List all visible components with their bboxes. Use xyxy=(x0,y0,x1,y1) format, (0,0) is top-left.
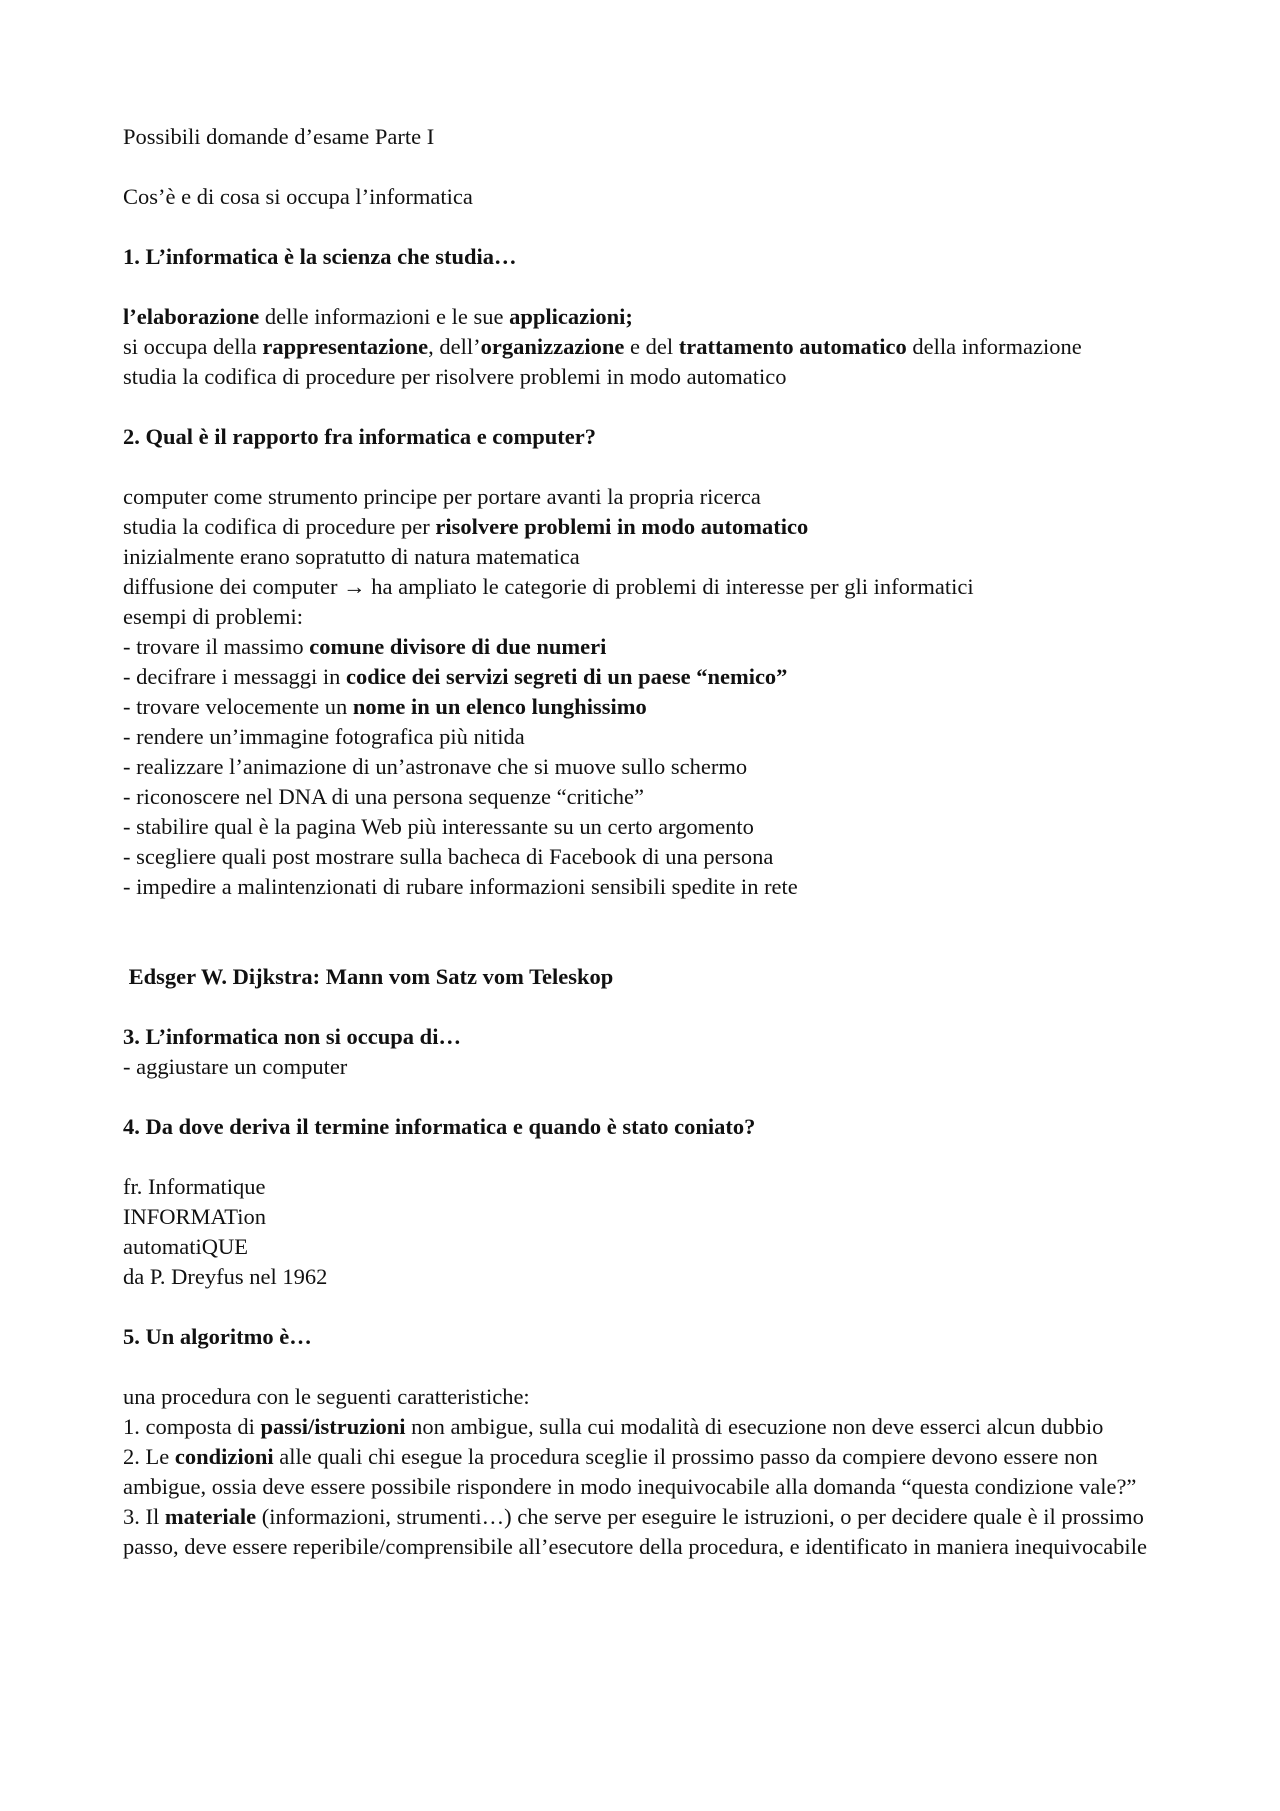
text-run: si occupa della xyxy=(123,334,263,359)
spacer xyxy=(123,212,1183,242)
bold-term: applicazioni; xyxy=(509,304,633,329)
bold-term: materiale xyxy=(164,1504,257,1529)
question-5 xyxy=(123,1322,1183,1352)
example-item xyxy=(123,632,1183,662)
document-page xyxy=(123,122,1183,1562)
quote-heading-text: Edsger W. Dijkstra: Mann vom Satz vom Teleskop xyxy=(123,964,614,989)
section-heading: Cos’è e di cosa si occupa l’informatica xyxy=(123,184,473,209)
example-item xyxy=(123,662,1183,692)
answer-4-line: INFORMATion xyxy=(123,1204,266,1229)
bold-term: rappresentazione xyxy=(262,334,429,359)
spacer xyxy=(123,1082,1183,1112)
spacer xyxy=(123,272,1183,302)
answer-4-line: fr. Informatique xyxy=(123,1174,266,1199)
answer-2-line: diffusione dei computer → ha ampliato le categorie di problemi di interesse per gli informatici xyxy=(123,574,974,599)
bold-term: risolvere problemi in modo automatico xyxy=(435,514,809,539)
spacer xyxy=(123,992,1183,1022)
answer-1-line-3: studia la codifica di procedure per risolvere problemi in modo automatico xyxy=(123,364,787,389)
question-1 xyxy=(123,242,1183,272)
spacer xyxy=(123,1142,1183,1172)
bold-term: nome in un elenco lunghissimo xyxy=(352,694,647,719)
bold-term: comune divisore di due numeri xyxy=(309,634,607,659)
example-item: - riconoscere nel DNA di una persona sequenze “critiche” xyxy=(123,784,645,809)
question-3 xyxy=(123,1022,1183,1052)
bold-term: trattamento automatico xyxy=(678,334,907,359)
text-run: studia la codifica di procedure per xyxy=(123,514,436,539)
answer-1-line-1 xyxy=(123,302,1183,332)
answer-3-line: - aggiustare un computer xyxy=(123,1054,348,1079)
question-2-text: 2. Qual è il rapporto fra informatica e computer? xyxy=(123,424,597,449)
spacer xyxy=(123,152,1183,182)
text-run: - trovare il massimo xyxy=(123,634,310,659)
answer-2-line: computer come strumento principe per portare avanti la propria ricerca xyxy=(123,484,761,509)
answer-1-line-2 xyxy=(123,332,1183,362)
text-run: - decifrare i messaggi in xyxy=(123,664,347,689)
text-run: alle quali chi esegue la procedura sceglie il prossimo passo da compiere devono essere non ambigue, ossia deve essere possibile rispondere in modo inequivocabile alla domanda “questa condizione vale?” xyxy=(123,1444,1137,1499)
bold-term: passi/istruzioni xyxy=(260,1414,406,1439)
answer-4-line: automatiQUE xyxy=(123,1234,248,1259)
example-item: - rendere un’immagine fotografica più nitida xyxy=(123,724,525,749)
document-title: Possibili domande d’esame Parte I xyxy=(123,124,435,149)
text-run: 2. Le xyxy=(123,1444,175,1469)
answer-5-point-2 xyxy=(123,1442,1183,1502)
text-run: 3. Il xyxy=(123,1504,165,1529)
example-item: - realizzare l’animazione di un’astronave che si muove sullo schermo xyxy=(123,754,748,779)
spacer xyxy=(123,902,1183,962)
bold-term: organizzazione xyxy=(480,334,625,359)
question-1-text: 1. L’informatica è la scienza che studia… xyxy=(123,244,517,269)
example-item xyxy=(123,692,1183,722)
answer-5-point-3 xyxy=(123,1502,1183,1562)
spacer xyxy=(123,392,1183,422)
question-4 xyxy=(123,1112,1183,1142)
text-run: (informazioni, strumenti…) che serve per eseguire le istruzioni, o per decidere quale è il prossimo passo, deve essere reperibile/comprensibile all’esecutore della procedura, e identificato in maniera inequivocabile xyxy=(123,1504,1147,1559)
text-run: delle informazioni e le sue xyxy=(259,304,510,329)
answer-2-line xyxy=(123,512,1183,542)
question-4-text: 4. Da dove deriva il termine informatica e quando è stato coniato? xyxy=(123,1114,756,1139)
text-run: , dell’ xyxy=(428,334,481,359)
question-3-text: 3. L’informatica non si occupa di… xyxy=(123,1024,461,1049)
question-5-text: 5. Un algoritmo è… xyxy=(123,1324,312,1349)
spacer xyxy=(123,1352,1183,1382)
answer-2-line: esempi di problemi: xyxy=(123,604,303,629)
spacer xyxy=(123,452,1183,482)
spacer xyxy=(123,1292,1183,1322)
answer-2-line: inizialmente erano sopratutto di natura matematica xyxy=(123,544,580,569)
quote-heading xyxy=(123,962,1183,992)
example-item: - stabilire qual è la pagina Web più interessante su un certo argomento xyxy=(123,814,754,839)
bold-term: condizioni xyxy=(174,1444,274,1469)
example-item: - impedire a malintenzionati di rubare informazioni sensibili spedite in rete xyxy=(123,874,798,899)
text-run: 1. composta di xyxy=(123,1414,261,1439)
text-run: e del xyxy=(624,334,679,359)
bold-term: codice dei servizi segreti di un paese “nemico” xyxy=(346,664,788,689)
question-2 xyxy=(123,422,1183,452)
text-run: della informazione xyxy=(906,334,1082,359)
answer-5-intro: una procedura con le seguenti caratteristiche: xyxy=(123,1384,530,1409)
answer-5-point-1 xyxy=(123,1412,1183,1442)
bold-term: l’elaborazione xyxy=(123,304,260,329)
example-item: - scegliere quali post mostrare sulla bacheca di Facebook di una persona xyxy=(123,844,774,869)
text-run: non ambigue, sulla cui modalità di esecuzione non deve esserci alcun dubbio xyxy=(405,1414,1104,1439)
text-run: - trovare velocemente un xyxy=(123,694,353,719)
answer-4-line: da P. Dreyfus nel 1962 xyxy=(123,1264,328,1289)
